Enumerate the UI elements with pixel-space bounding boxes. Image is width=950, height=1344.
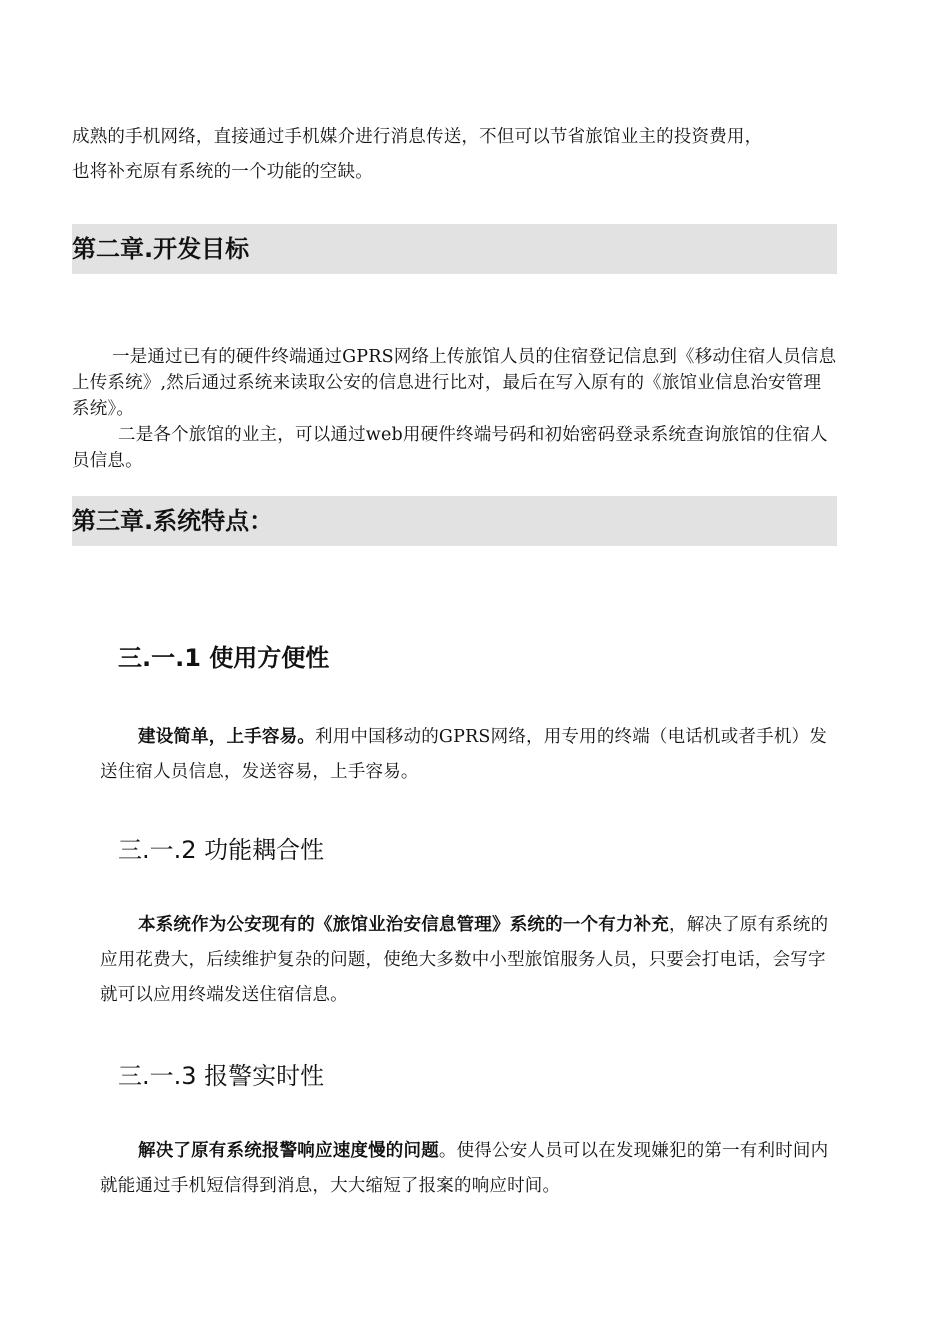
- section-usability-body: [100, 720, 840, 790]
- intro-line-2: 也将补充原有系统的一个功能的空缺。: [72, 162, 373, 182]
- section-paragraph: [100, 908, 840, 1013]
- chapter-2-paragraph-2: 二是各个旅馆的业主，可以通过web用硬件终端号码和初始密码登录系统查询旅馆的住宿人员信息。: [72, 425, 828, 471]
- section-heading-text: 三.一.1 使用方便性: [118, 644, 330, 672]
- section-lead-text: 建设简单，上手容易。: [138, 727, 315, 747]
- intro-paragraph: [72, 120, 842, 190]
- intro-line-1: 成熟的手机网络，直接通过手机媒介进行消息传送，不但可以节省旅馆业主的投资费用，: [72, 127, 763, 147]
- chapter-2-body: [72, 344, 837, 474]
- section-coupling-body: [100, 908, 840, 1013]
- chapter-2-heading: 第二章.开发目标: [72, 224, 837, 274]
- section-lead-text: 解决了原有系统报警响应速度慢的问题: [138, 1141, 439, 1161]
- section-heading-text: 三.一.3 报警实时性: [118, 1062, 325, 1090]
- section-heading-usability: [118, 638, 329, 673]
- section-heading-realtime-alert: [118, 1056, 324, 1091]
- section-paragraph: [100, 1134, 840, 1204]
- section-body-text: ，解决了原有系统的应用花费大，后续维护复杂的问题，使绝大多数中小型旅馆服务人员，只要会打电话，会写字就可以应用终端发送住宿信息。: [100, 915, 829, 1005]
- section-heading-coupling: [118, 830, 324, 865]
- section-body-text: 。使得公安人员可以在发现嫌犯的第一有利时间内就能通过手机短信得到消息，大大缩短了报案的响应时间。: [100, 1141, 829, 1196]
- section-heading-text: 三.一.2 功能耦合性: [118, 836, 325, 864]
- section-realtime-alert-body: [100, 1134, 840, 1204]
- section-lead-text: 本系统作为公安现有的《旅馆业治安信息管理》系统的一个有力补充: [138, 915, 669, 935]
- section-paragraph: [100, 720, 840, 790]
- chapter-3-heading: 第三章.系统特点：: [72, 496, 837, 546]
- chapter-2-paragraph-1: 一是通过已有的硬件终端通过GPRS网络上传旅馆人员的住宿登记信息到《移动住宿人员信息上传系统》,然后通过系统来读取公安的信息进行比对，最后在写入原有的《旅馆业信息治安管理系统》。: [72, 347, 837, 419]
- section-body-text: 利用中国移动的GPRS网络，用专用的终端（电话机或者手机）发送住宿人员信息，发送容易，上手容易。: [100, 727, 827, 782]
